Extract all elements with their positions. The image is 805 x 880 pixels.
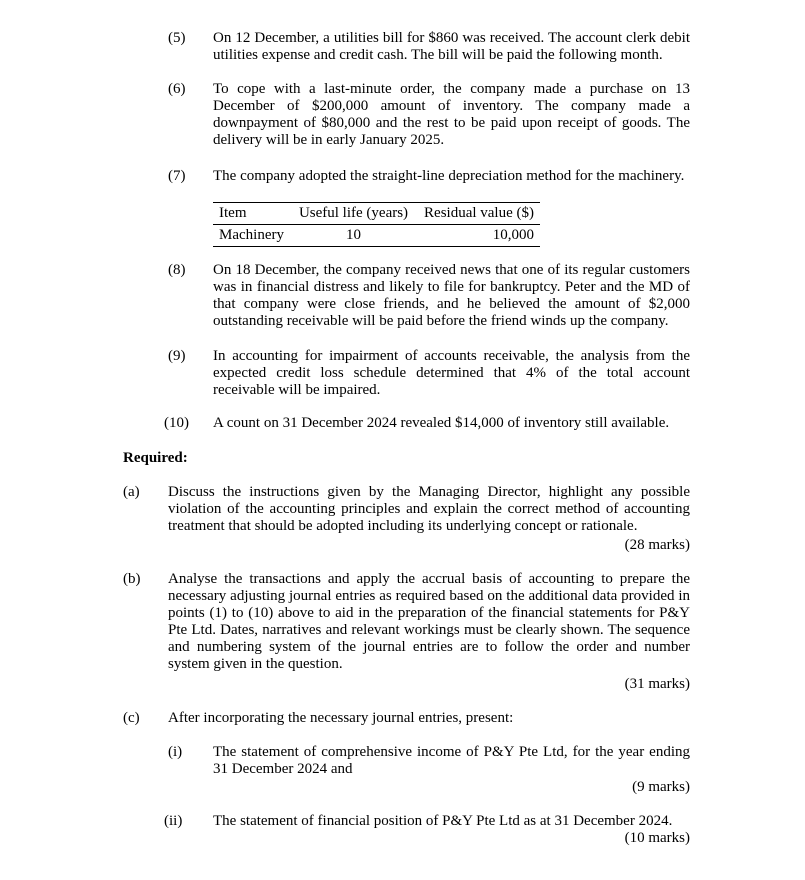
required-heading: Required:: [123, 450, 188, 466]
question-letter: (a): [123, 484, 140, 500]
item-text: In accounting for impairment of accounts receivable, the analysis from the expected credit loss schedule determined that 4% of the total account receivable will be impaired.: [213, 348, 690, 398]
question-letter: (b): [123, 571, 141, 587]
subpart-number: (ii): [164, 813, 183, 829]
item-text: On 18 December, the company received news that one of its regular customers was in financial distress and likely to file for bankruptcy. Peter and the MD of that company were close friends, and he believed the amount of $2,000 outstanding receivable will be paid before the friend winds up the company.: [213, 262, 690, 329]
question-text: Discuss the instructions given by the Managing Director, highlight any possible violation of the accounting principles and explain the correct method of accounting treatment that should be adopted including its underlying concept or rationale.: [168, 484, 690, 534]
question-text: Analyse the transactions and apply the accrual basis of accounting to prepare the necessary adjusting journal entries as required based on the additional data provided in points (1) to (10) above to aid in the preparation of the financial statements for P&Y Pte Ltd. Dates, narratives and relevant workings must be clearly shown. The sequence and numbering system of the journal entries are to follow the order and number system given in the question.: [168, 571, 690, 672]
item-number: (6): [168, 81, 186, 97]
marks-label: (10 marks): [624, 830, 690, 846]
item-number: (10): [164, 415, 189, 431]
item-text: To cope with a last-minute order, the company made a purchase on 13 December of $200,000 amount of inventory. The company made a downpayment of $80,000 and the rest to be paid upon receipt of goods. The delivery will be in early January 2025.: [213, 81, 690, 148]
machinery-table: [213, 202, 540, 247]
item-number: (8): [168, 262, 186, 278]
item-text: On 12 December, a utilities bill for $860 was received. The account clerk debit utilities expense and credit cash. The bill will be paid the following month.: [213, 30, 690, 63]
question-letter: (c): [123, 710, 140, 726]
table-cell: Machinery: [213, 225, 292, 247]
item-text: A count on 31 December 2024 revealed $14,000 of inventory still available.: [213, 415, 670, 431]
table-cell: 10,000: [415, 225, 540, 247]
subpart-text: The statement of financial position of P&Y Pte Ltd as at 31 December 2024.: [213, 813, 673, 829]
table-header: Item: [213, 203, 292, 225]
item-text: The company adopted the straight-line depreciation method for the machinery.: [213, 168, 685, 184]
table-header: Useful life (years): [292, 203, 416, 225]
table-cell: 10: [292, 225, 416, 247]
marks-label: (28 marks): [624, 537, 690, 553]
item-number: (7): [168, 168, 186, 184]
question-text: After incorporating the necessary journal entries, present:: [168, 710, 514, 726]
table-header: Residual value ($): [415, 203, 540, 225]
subpart-text: The statement of comprehensive income of P&Y Pte Ltd, for the year ending 31 December 2024 and: [213, 744, 690, 777]
subpart-number: (i): [168, 744, 183, 760]
item-number: (5): [168, 30, 186, 46]
item-number: (9): [168, 348, 186, 364]
table-row: [213, 225, 540, 247]
marks-label: (9 marks): [632, 779, 690, 795]
marks-label: (31 marks): [624, 676, 690, 692]
